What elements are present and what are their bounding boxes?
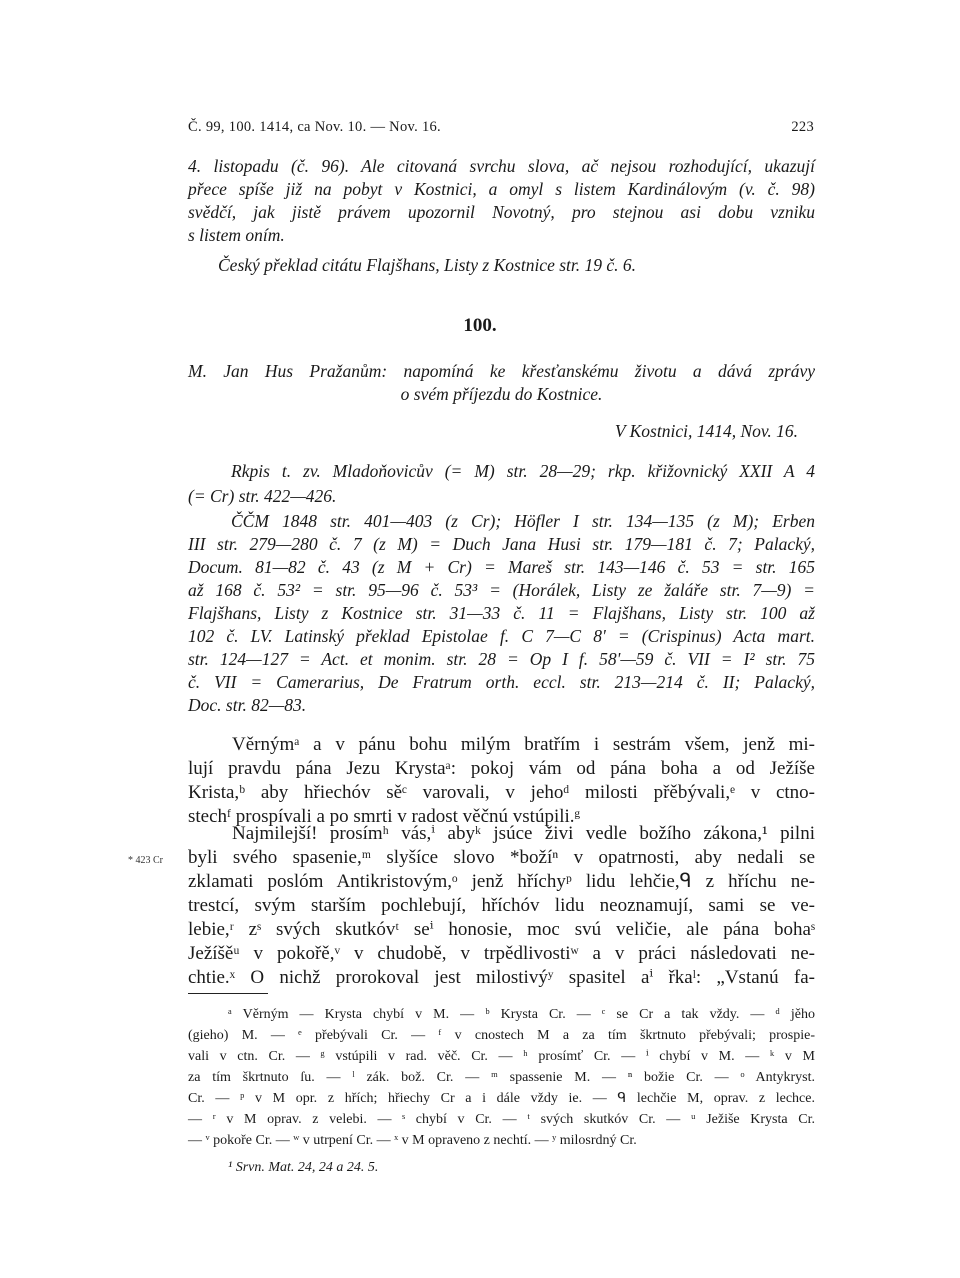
- letter-number: 100.: [463, 315, 497, 336]
- body-line: zklamati poslóm Antikristovým,ᵒ jenž hříchyᵖ lidu lehčie,ᑫ z hříchu ne-: [188, 871, 815, 892]
- footnote-divider: [188, 993, 268, 994]
- footnote-line: vali v ctn. Cr. — ᵍ vstúpili v rad. věč. Cr. — ʰ prosímť Cr. — ⁱ chybí v M. — ᵏ v M: [188, 1049, 815, 1064]
- body-line: Krista,ᵇ aby hřiechóv sěᶜ varovali, v jehoᵈ milosti přěbývali,ᵉ v ctno-: [188, 782, 815, 803]
- body-line: Najmilejší! prosímʰ vás,ⁱ abyᵏ jsúce živi vedle božího zákona,¹ pilni: [232, 823, 815, 844]
- body-line: Věrnýmᵃ a v pánu bohu milým bratřím i sestrám všem, jenž mi-: [232, 734, 815, 755]
- sources-line: Doc. str. 82—83.: [188, 695, 307, 715]
- body-line: byli svého spasenie,ᵐ slyšíce slovo *božíⁿ v opatrnosti, aby nedali se: [188, 847, 815, 868]
- intro-line: Český překlad citátu Flajšhans, Listy z Kostnice str. 19 č. 6.: [218, 255, 637, 275]
- footnote-line: — ʳ v M oprav. z velebi. — ˢ chybí v Cr. — ᵗ svých skutkóv Cr. — ᵘ Ježiše Krysta Cr.: [188, 1112, 815, 1127]
- reference-note: ¹ Srvn. Mat. 24, 24 a 24. 5.: [228, 1160, 379, 1175]
- place-date: V Kostnici, 1414, Nov. 16.: [614, 421, 798, 441]
- margin-note: * 423 Cr: [128, 855, 163, 866]
- sources-line: 102 č. LV. Latinský překlad Epistolae f. C 7—C 8' = (Crispinus) Acta mart.: [188, 626, 815, 646]
- footnote-line: Cr. — ᵖ v M opr. z hřích; hřiechy Cr a i dále vždy ie. — ᑫ lechčie M, oprav. z lechce.: [188, 1091, 815, 1106]
- intro-line: s listem oním.: [188, 225, 285, 245]
- page-number: 223: [791, 119, 814, 135]
- running-header: Č. 99, 100. 1414, ca Nov. 10. — Nov. 16.: [188, 119, 441, 135]
- sources-line: Rkpis t. zv. Mladoňovicův (= M) str. 28—29; rkp. křižovnický XXII A 4: [231, 461, 815, 481]
- letter-title-line: M. Jan Hus Pražanům: napomíná ke křesťanskému životu a dává zprávy: [188, 361, 815, 381]
- body-line: trestcí, svým starším pochlebují, hříchóv lidu neoznamují, sami se ve-: [188, 895, 815, 916]
- intro-line: přece spíše již na pobyt v Kostnici, a omyl s listem Kardinálovým (v. č. 98): [188, 179, 815, 199]
- footnote-line: — ᵛ pokoře Cr. — ʷ v utrpení Cr. — ˣ v M opraveno z nechtí. — ʸ milosrdný Cr.: [188, 1133, 637, 1148]
- footnote-line: za tím škrtnuto ſu. — ˡ zák. bož. Cr. — ᵐ spassenie M. — ⁿ božie Cr. — ᵒ Antykryst.: [188, 1070, 815, 1085]
- sources-line: str. 124—127 = Act. et monim. str. 28 = Op I f. 58'—59 č. VII = I² str. 75: [188, 649, 815, 669]
- sources-line: III str. 279—280 č. 7 (z M) = Duch Jana Husi str. 179—181 č. 7; Palacký,: [188, 534, 815, 554]
- intro-line: svědčí, jak jistě právem upozornil Novotný, pro stejnou asi dobu vzniku: [188, 202, 815, 222]
- sources-line: až 168 č. 53² = str. 95—96 č. 53³ = (Horálek, Listy ze žaláře str. 7—9) =: [188, 580, 815, 600]
- body-line: chtie.ˣ O nichž prorokoval jest milostivýʸ spasitel aⁱ řkaˡ: „Vstanú fa-: [188, 967, 815, 988]
- sources-line: č. VII = Camerarius, De Fratrum orth. eccl. str. 213—214 č. II; Palacký,: [188, 672, 815, 692]
- body-line: lebie,ʳ zˢ svých skutkóvᵗ seⁱ honosie, moc svú veličie, ale pána bohaˢ: [188, 919, 815, 940]
- body-line: Ježíšěᵘ v pokořě,ᵛ v chudobě, v trpědlivostiʷ a v práci následovati ne-: [188, 943, 815, 964]
- sources-line: (= Cr) str. 422—426.: [188, 486, 337, 506]
- letter-title-line: o svém příjezdu do Kostnice.: [400, 384, 603, 404]
- body-line: lují pravdu pána Jezu Krystaᵃ: pokoj vám od pána boha a od Ježíše: [188, 758, 815, 779]
- footnote-line: (gieho) M. — ᵉ přebývali Cr. — ᶠ v cnostech M a za tím škrtnuto přebývali; prospie-: [188, 1028, 815, 1043]
- sources-line: Docum. 81—82 č. 43 (z M + Cr) = Mareš str. 143—146 č. 53 = str. 165: [188, 557, 815, 577]
- sources-line: Flajšhans, Listy z Kostnice str. 31—33 č. 11 = Flajšhans, Listy str. 100 až: [188, 603, 815, 623]
- body-line: stechᶠ prospívali a po smrti v radost věčnú vstúpili.ᵍ: [188, 806, 581, 827]
- footnote-line: ᵃ Věrným — Krysta chybí v M. — ᵇ Krysta Cr. — ᶜ se Cr a tak vždy. — ᵈ jěho: [228, 1007, 815, 1022]
- intro-line: 4. listopadu (č. 96). Ale citovaná svrchu slova, ač nejsou rozhodující, ukazují: [188, 156, 815, 176]
- sources-line: ČČM 1848 str. 401—403 (z Cr); Höfler I str. 134—135 (z M); Erben: [231, 511, 815, 531]
